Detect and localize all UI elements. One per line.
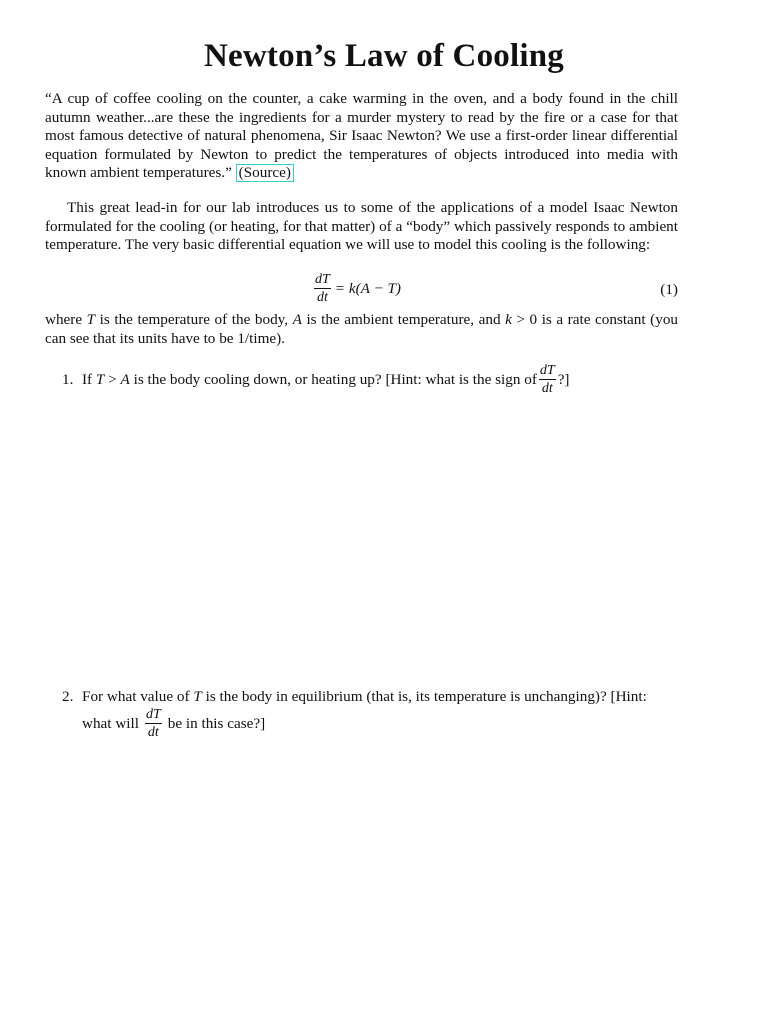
q1-fraction-denominator: dt: [541, 381, 553, 396]
q2-text-pre: For what value of: [82, 688, 194, 705]
var-k: k: [505, 311, 512, 328]
q1-text-pre: If: [82, 370, 96, 388]
question-2-number: 2.: [62, 688, 74, 705]
equation-rhs: = k(A − T): [334, 279, 401, 297]
fraction-bar: [539, 379, 556, 380]
q2-fraction: [145, 707, 162, 740]
answer-space-1[interactable]: [45, 410, 678, 670]
q2-line2-pre: what will: [82, 714, 139, 732]
fraction-bar: [145, 723, 162, 724]
equation-number: (1): [660, 281, 678, 298]
q1-var-A: A: [120, 370, 130, 388]
q2-line-2: [82, 707, 682, 740]
var-T: T: [86, 311, 96, 328]
question-1-text: [82, 363, 682, 396]
q2-text-post: be in this case?]: [167, 714, 266, 732]
intro-quote-paragraph: [45, 90, 678, 183]
lead-in-paragraph: This great lead-in for our lab introduces us to some of the applications of a model Isaac Newton formulated for the cooling (or heating, for that matter) of a “body” which passively responds to ambient temperature. The very basic differential equation we will use to model this cooling is the following:: [45, 199, 678, 253]
q1-text-post: ?]: [557, 370, 570, 388]
q2-fraction-denominator: dt: [147, 725, 159, 740]
answer-space-2[interactable]: [45, 750, 678, 1000]
question-1: [62, 363, 682, 396]
equation-1: [312, 272, 401, 305]
definitions-text-3: is the ambient temperature, and: [301, 311, 506, 328]
definitions-text-4: > 0 is a rate constant (you can see that its units have to be 1/time).: [45, 311, 679, 347]
definitions-text-2: is the temperature of the body,: [95, 311, 293, 328]
question-1-number: 1.: [62, 370, 74, 388]
q2-var-T: T: [193, 688, 202, 705]
question-2: [62, 688, 682, 740]
q1-var-T: T: [95, 370, 105, 388]
intro-quote: “A cup of coffee cooling on the counter, a cake warming in the oven, and a body found in the chill autumn weather...are these the ingredients for a murder mystery to read by the fire or a case for that most famous detective of natural phenomena, Sir Isaac Newton? We use a first-order linear differential equation formulated by Newton to predict the temperatures of objects introduced into media with known ambient temperatures.”: [45, 90, 678, 181]
q1-operator: >: [104, 370, 121, 388]
definitions-paragraph: [45, 311, 678, 348]
q1-text-mid: is the body cooling down, or heating up? [Hint: what is the sign of: [129, 370, 537, 388]
source-link[interactable]: (Source): [236, 164, 294, 182]
q1-fraction: [539, 363, 556, 396]
q2-fraction-numerator: dT: [145, 707, 161, 722]
page-title: Newton’s Law of Cooling: [204, 38, 564, 74]
q2-text-mid: is the body in equilibrium (that is, its temperature is unchanging)? [Hint:: [201, 688, 647, 705]
q1-fraction-numerator: dT: [539, 363, 555, 378]
var-A: A: [292, 311, 302, 328]
equation-denominator: dt: [316, 290, 328, 305]
fraction-bar: [314, 288, 331, 289]
equation-fraction: [314, 272, 331, 305]
question-2-text: [82, 688, 682, 740]
equation-numerator: dT: [315, 272, 330, 287]
definitions-text-1: where: [45, 311, 87, 328]
